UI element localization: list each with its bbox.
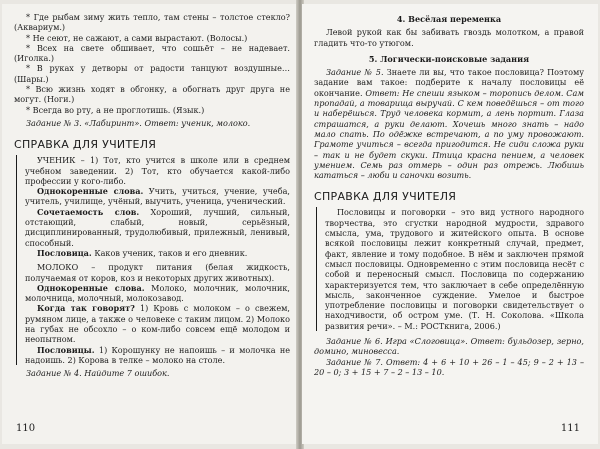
label: Пословицы. xyxy=(37,344,95,355)
text-4: Левой рукой как бы забивать гвоздь молотком, а правой гладить что-то утюгом. xyxy=(314,27,584,48)
right-page xyxy=(302,4,598,444)
riddle: * Всех на свете обшивает, что сошьёт – не надевает. (Иголка.) xyxy=(14,42,290,64)
label: Когда так говорят? xyxy=(37,303,135,314)
text: Ответ: 4 + 6 + 10 + 26 – 1 – 45; 9 – 2 + 13 – 20 – 0; 3 + 15 + 7 – 2 – 13 – 10. xyxy=(314,356,585,377)
riddle: * В руках у детворы от радости танцуют воздушные… (Шары.) xyxy=(14,63,290,84)
text: 1) Корошунку не напоишь – и молочка не надоишь. 2) Корова в телке – молоко на столе. xyxy=(25,344,290,365)
heading-5: 5. Логически-поисковые задания xyxy=(368,53,530,64)
text: Учить, учиться, учение, учеба, учитель, училище, учёный, выучить, ученица, ученический. xyxy=(25,186,290,207)
task-7 xyxy=(314,357,584,378)
teacher-note-box xyxy=(316,207,584,331)
label: Пословица. xyxy=(37,247,92,258)
text: Каков ученик, таков и его дневник. xyxy=(91,247,248,258)
text: Молоко, молочник, молочник, молочница, молочный, молокозавод. xyxy=(25,282,291,304)
page-number: 110 xyxy=(16,422,36,434)
uchenik-proverb xyxy=(25,248,290,258)
uchenik-definition: УЧЕНИК – 1) Тот, кто учится в школе или в среднем учебном заведении. 2) Тот, кто обучается какой-либо профессии у кого-либо. xyxy=(25,155,290,186)
heading-4: 4. Весёлая переменка xyxy=(396,14,502,24)
task-6 xyxy=(314,336,584,357)
text: 1) Кровь с молоком – о свежем, румяном лице, а также о человеке с таким лицом. 2) Молоко на губах не обсохло – о ком-либо совсем ещё молодом и неопытном. xyxy=(25,303,290,345)
riddle: * Всю жизнь ходят в обгонку, а обогнать друг друга не могут. (Ноги.) xyxy=(14,84,290,105)
label: Однокоренные слова. xyxy=(37,186,144,197)
section-title: СПРАВКА ДЛЯ УЧИТЕЛЯ xyxy=(14,138,157,152)
label: Задание № 6. xyxy=(326,336,383,347)
riddle: * Где рыбам зиму жить тепло, там стены – толстое стекло? (Аквариум.) xyxy=(14,12,290,33)
task-3: Задание № 3. «Лабиринт». Ответ: ученик, молоко. xyxy=(26,117,251,128)
label: Сочетаемость слов. xyxy=(37,206,140,217)
label: Задание № 5. xyxy=(326,67,384,78)
riddle: * Всегда во рту, а не проглотишь. (Язык.) xyxy=(26,104,205,115)
answer: Ответ: Не спеши языком – торопись делом. Сам пропадай, а товарища выручай. С кем поведёшься – от того и наберёшься. Труд человека кормит, а лень портит. Глаза страшатся, а руки делают. Хочешь много знать – надо мало спать. По одёжке встречают, а по уму провожают. Грамоте учиться – всегда пригодится. Не сиди сложа руки – так и не будет скуки. Птица красна пением, а человек умением. Семь раз отмерь – один раз отрежь. Любишь кататься – люби и саночки возить. xyxy=(314,87,584,181)
label: Однокоренные слова. xyxy=(37,282,145,293)
section-title: СПРАВКА ДЛЯ УЧИТЕЛЯ xyxy=(314,190,457,204)
moloko-usage xyxy=(25,303,290,344)
moloko-definition: МОЛОКО – продукт питания (белая жидкость, получаемая от коров, коз и некоторых других животных). xyxy=(25,262,290,283)
left-page xyxy=(2,4,298,444)
riddle: * Не сеют, не сажают, а сами вырастают. (Волосы.) xyxy=(26,32,248,43)
text: Знаете ли вы, что такое пословица? Поэтому задание вам такое: подберите к началу пословицы её окончание. xyxy=(314,67,585,98)
proverbs-info: Пословицы и поговорки – это вид устного народного творчества, это сгустки народной мудрости, здравого смысла, ума, трудового и житейского опыта. В основе всякой пословицы лежит конкретный случай, предмет, факт, явление и тому подобное. В нём и заключен прямой смысл пословицы. Одновременно с этим пословица несёт с собой и переносный смысл. Пословица по содержанию характеризуется тем, что заключает в себе определённую мысль, законченное суждение. Умелое и быстрое употребление пословицы и поговорки свидетельствует о находчивости, об остром уме. (Т. Н. Соколова. «Школа развития речи». – М.: РОСТкнига, 2006.) xyxy=(325,207,584,331)
page-number: 111 xyxy=(560,422,580,434)
teacher-note-box xyxy=(16,155,290,365)
text: Хороший, лучший, сильный, отстающий, слабый, новый, серьёзный, дисциплинированный, трудолюбивый, прилежный, ленивый, способный. xyxy=(25,206,290,248)
label: Задание № 7. xyxy=(326,356,383,367)
uchenik-related-words xyxy=(25,186,290,207)
right-page-content xyxy=(314,12,584,377)
left-page-content xyxy=(14,12,290,379)
task-5 xyxy=(314,67,584,180)
uchenik-collocations xyxy=(25,207,290,248)
text: Игра «Слоговица». Ответ: бульдозер, зерно, домино, миновесса. xyxy=(314,336,584,357)
moloko-proverbs xyxy=(25,345,290,366)
task-4: Задание № 4. Найдите 7 ошибок. xyxy=(26,368,170,379)
moloko-related-words xyxy=(25,283,290,304)
